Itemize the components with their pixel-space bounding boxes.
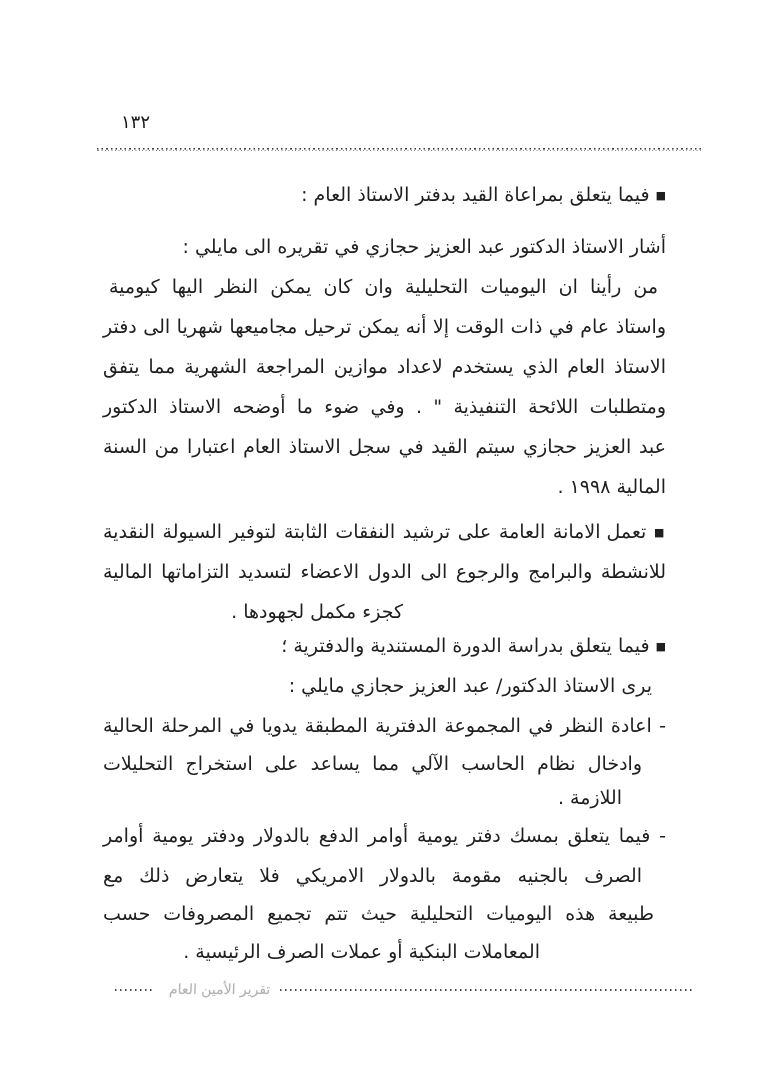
square-bullet-icon: ■ — [654, 526, 666, 539]
page-number: ١٣٢ — [121, 112, 151, 133]
text-line: فيما يتعلق بمسك دفتر يومية أوامر الدفع بالدولار ودفتر يومية أوامر — [103, 825, 651, 847]
bullet-item-secretariat — [103, 512, 666, 552]
text-line: واستاذ عام في ذات الوقت إلا أنه يمكن ترحيل مجاميعها شهريا الى دفتر — [103, 316, 666, 338]
text-line: المالية ١٩٩٨ . — [557, 476, 666, 498]
text-line: كجزء مكمل لجهودها . — [231, 601, 403, 623]
text-line: أشار الاستاذ الدكتور عبد العزيز حجازي في تقريره الى مايلي : — [182, 236, 666, 258]
dash-icon: - — [659, 825, 666, 847]
bullet-item-document-cycle — [103, 626, 666, 666]
text-line: تعمل الامانة العامة على ترشيد النفقات الثابتة لتوفير السيولة النقدية — [103, 521, 647, 543]
text-line: يرى الاستاذ الدكتور/ عبد العزيز حجازي مايلي : — [288, 675, 652, 697]
dash-icon: - — [659, 715, 666, 737]
text-line: اعادة النظر في المجموعة الدفترية المطبقة يدويا في المرحلة الحالية — [103, 715, 652, 737]
text-line: اللازمة . — [557, 787, 622, 809]
footer-stamp-text: تقرير الأمين العام — [168, 982, 271, 998]
text-line: المعاملات البنكية أو عملات الصرف الرئيسية . — [183, 941, 540, 963]
text-line: للانشطة والبرامج والرجوع الى الدول الاعضاء لتسديد التزاماتها المالية — [103, 561, 666, 583]
footer — [115, 980, 693, 1000]
text-line: وادخال نظام الحاسب الآلي مما يساعد على استخراج التحليلات — [103, 753, 642, 775]
text-line: ومتطلبات اللائحة التنفيذية " . وفي ضوء ما أوضحه الاستاذ الدكتور — [103, 396, 666, 418]
text-line: فيما يتعلق بدراسة الدورة المستندية والدفترية ؛ — [281, 635, 650, 657]
footer-dotted-divider — [280, 989, 693, 991]
text-line: الصرف بالجنيه مقومة بالدولار الامريكي فلا يتعارض ذلك مع — [103, 865, 642, 887]
text-line: الاستاذ العام الذي يستخدم لاعداد موازين المراجعة الشهرية مما يتفق — [103, 356, 666, 378]
text-line: عبد العزيز حجازي سيتم القيد في سجل الاستاذ العام اعتبارا من السنة — [103, 436, 666, 458]
bullet-item-ledger-heading — [103, 175, 666, 215]
footer-dotted-divider — [115, 989, 155, 991]
header-dotted-divider — [97, 148, 703, 151]
dash-item-dollar-journals — [103, 816, 666, 856]
text-line: طبيعة هذه اليوميات التحليلية حيث تتم تجميع المصروفات حسب — [103, 903, 654, 925]
square-bullet-icon: ■ — [655, 640, 666, 653]
square-bullet-icon: ■ — [655, 189, 666, 202]
text-line: من رأينا ان اليوميات التحليلية وان كان يمكن النظر اليها كيومية — [109, 276, 658, 298]
document-body — [103, 175, 666, 972]
text-line: فيما يتعلق بمراعاة القيد بدفتر الاستاذ العام : — [301, 184, 650, 206]
dash-item-bookset-review — [103, 706, 666, 746]
